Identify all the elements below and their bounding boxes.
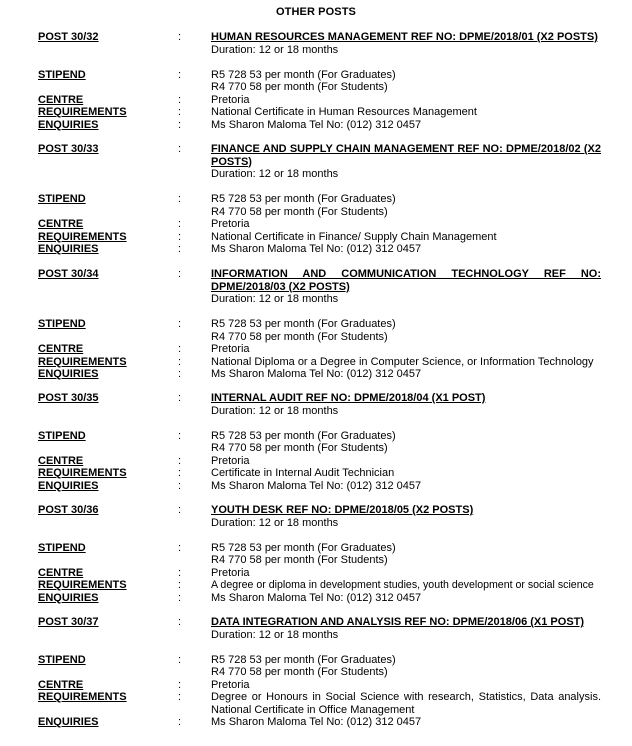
colon: : xyxy=(178,579,182,591)
requirements-value: Certificate in Internal Audit Technician xyxy=(211,467,395,479)
requirements-label: REQUIREMENTS xyxy=(38,579,127,591)
enquiries-value: Ms Sharon Maloma Tel No: (012) 312 0457 xyxy=(211,368,422,380)
colon: : xyxy=(178,566,182,579)
centre-label: CENTRE xyxy=(38,454,84,467)
post-title: FINANCE AND SUPPLY CHAIN MANAGEMENT REF NO: DPME/2018/02 (X2 POSTS) xyxy=(211,143,601,168)
centre-label: CENTRE xyxy=(38,566,84,579)
colon: : xyxy=(178,106,182,118)
post-number: POST 30/35 xyxy=(38,392,99,404)
post-duration: Duration: 12 or 18 months xyxy=(211,628,339,641)
requirements-label: REQUIREMENTS xyxy=(38,106,127,118)
colon: : xyxy=(178,653,182,666)
centre-value: Pretoria xyxy=(211,566,250,579)
enquiries-label: ENQUIRIES xyxy=(38,368,99,380)
colon: : xyxy=(178,93,182,106)
centre-label: CENTRE xyxy=(38,343,84,355)
enquiries-label: ENQUIRIES xyxy=(38,479,99,492)
stipend-students: R4 770 58 per month (For Students) xyxy=(211,554,388,566)
colon: : xyxy=(178,591,182,604)
enquiries-value: Ms Sharon Maloma Tel No: (012) 312 0457 xyxy=(211,479,422,492)
requirements-value: A degree or diploma in development studies, youth development or social science xyxy=(211,579,594,591)
colon: : xyxy=(178,454,182,467)
centre-label: CENTRE xyxy=(38,93,84,106)
enquiries-label: ENQUIRIES xyxy=(38,243,99,255)
colon: : xyxy=(178,243,182,255)
stipend-students: R4 770 58 per month (For Students) xyxy=(211,330,388,343)
post-number: POST 30/37 xyxy=(38,616,99,628)
post-number: POST 30/36 xyxy=(38,504,99,516)
stipend-graduates: R5 728 53 per month (For Graduates) xyxy=(211,318,396,330)
stipend-students: R4 770 58 per month (For Students) xyxy=(211,81,388,93)
centre-value: Pretoria xyxy=(211,93,250,106)
page-heading: OTHER POSTS xyxy=(276,6,356,18)
centre-label: CENTRE xyxy=(38,218,84,230)
colon: : xyxy=(178,467,182,479)
requirements-value: National Certificate in Human Resources Management xyxy=(211,106,477,118)
stipend-label: STIPEND xyxy=(38,68,86,81)
post-title: HUMAN RESOURCES MANAGEMENT REF NO: DPME/2018/01 (X2 POSTS) xyxy=(211,31,598,43)
post-number: POST 30/33 xyxy=(38,143,99,155)
colon: : xyxy=(178,392,182,404)
colon: : xyxy=(178,479,182,492)
stipend-graduates: R5 728 53 per month (For Graduates) xyxy=(211,653,396,666)
stipend-students: R4 770 58 per month (For Students) xyxy=(211,666,388,678)
post-title: YOUTH DESK REF NO: DPME/2018/05 (X2 POSTS) xyxy=(211,504,474,516)
enquiries-value: Ms Sharon Maloma Tel No: (012) 312 0457 xyxy=(211,591,422,604)
colon: : xyxy=(178,678,182,691)
colon: : xyxy=(178,118,182,131)
stipend-label: STIPEND xyxy=(38,653,86,666)
enquiries-value: Ms Sharon Maloma Tel No: (012) 312 0457 xyxy=(211,118,422,131)
post-title: DATA INTEGRATION AND ANALYSIS REF NO: DPME/2018/06 (X1 POST) xyxy=(211,616,585,628)
colon: : xyxy=(178,541,182,554)
stipend-label: STIPEND xyxy=(38,429,86,442)
colon: : xyxy=(178,429,182,442)
colon: : xyxy=(178,218,182,230)
post-duration: Duration: 12 or 18 months xyxy=(211,516,339,529)
requirements-label: REQUIREMENTS xyxy=(38,691,127,703)
requirements-label: REQUIREMENTS xyxy=(38,467,127,479)
requirements-value: National Diploma or a Degree in Computer Science, or Information Technology xyxy=(211,355,594,368)
centre-value: Pretoria xyxy=(211,343,250,355)
centre-value: Pretoria xyxy=(211,218,250,230)
colon: : xyxy=(178,716,182,728)
enquiries-label: ENQUIRIES xyxy=(38,716,99,728)
stipend-students: R4 770 58 per month (For Students) xyxy=(211,205,388,218)
post-number: POST 30/32 xyxy=(38,31,99,43)
colon: : xyxy=(178,355,182,368)
stipend-graduates: R5 728 53 per month (For Graduates) xyxy=(211,68,396,81)
requirements-value: National Certificate in Finance/ Supply Chain Management xyxy=(211,230,497,243)
enquiries-label: ENQUIRIES xyxy=(38,591,99,604)
enquiries-value: Ms Sharon Maloma Tel No: (012) 312 0457 xyxy=(211,243,422,255)
stipend-label: STIPEND xyxy=(38,318,86,330)
centre-label: CENTRE xyxy=(38,678,84,691)
enquiries-label: ENQUIRIES xyxy=(38,118,99,131)
colon: : xyxy=(178,193,182,205)
colon: : xyxy=(178,143,182,155)
stipend-label: STIPEND xyxy=(38,193,86,205)
stipend-students: R4 770 58 per month (For Students) xyxy=(211,442,388,454)
colon: : xyxy=(178,343,182,355)
centre-value: Pretoria xyxy=(211,678,250,691)
enquiries-value: Ms Sharon Maloma Tel No: (012) 312 0457 xyxy=(211,716,422,728)
colon: : xyxy=(178,230,182,243)
colon: : xyxy=(178,31,182,43)
post-title: INFORMATION AND COMMUNICATION TECHNOLOGY REF NO: DPME/2018/03 (X2 POSTS) xyxy=(211,268,601,293)
colon: : xyxy=(178,318,182,330)
post-number: POST 30/34 xyxy=(38,268,99,280)
post-title: INTERNAL AUDIT REF NO: DPME/2018/04 (X1 POST) xyxy=(211,392,486,404)
requirements-label: REQUIREMENTS xyxy=(38,355,127,368)
stipend-graduates: R5 728 53 per month (For Graduates) xyxy=(211,193,396,205)
colon: : xyxy=(178,691,182,703)
colon: : xyxy=(178,504,182,516)
post-duration: Duration: 12 or 18 months xyxy=(211,43,339,56)
centre-value: Pretoria xyxy=(211,454,250,467)
colon: : xyxy=(178,68,182,81)
colon: : xyxy=(178,368,182,380)
stipend-graduates: R5 728 53 per month (For Graduates) xyxy=(211,541,396,554)
colon: : xyxy=(178,268,182,280)
requirements-value: Degree or Honours in Social Science with research, Statistics, Data analysis. National Certificate in Office Management xyxy=(211,691,601,716)
stipend-label: STIPEND xyxy=(38,541,86,554)
post-duration: Duration: 12 or 18 months xyxy=(211,293,339,305)
post-duration: Duration: 12 or 18 months xyxy=(211,168,339,180)
post-duration: Duration: 12 or 18 months xyxy=(211,404,339,417)
colon: : xyxy=(178,616,182,628)
stipend-graduates: R5 728 53 per month (For Graduates) xyxy=(211,429,396,442)
requirements-label: REQUIREMENTS xyxy=(38,230,127,243)
